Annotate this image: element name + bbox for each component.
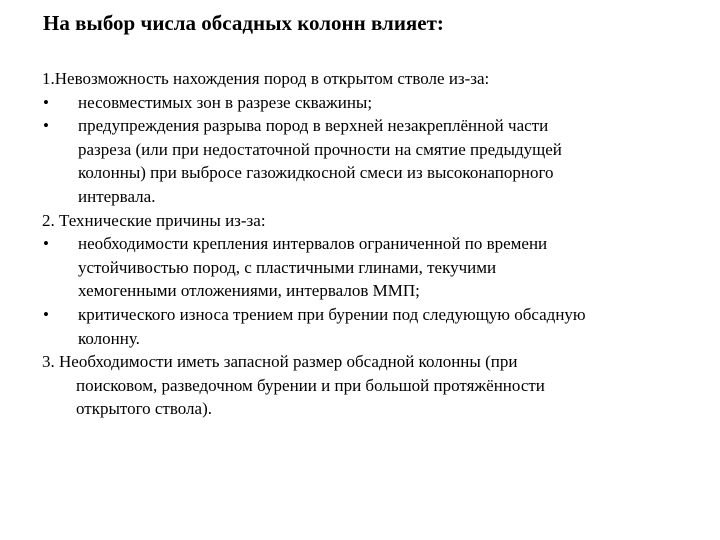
bullet-item-text: разреза (или при недостаточной прочности на смятие предыдущей — [78, 139, 562, 159]
bullet-item-continuation — [42, 256, 702, 280]
slide-title: На выбор числа обсадных колонн влияет: — [43, 11, 444, 35]
bullet-item-text: несовместимых зон в разрезе скважины; — [78, 92, 373, 112]
bullet-item-continuation — [42, 279, 702, 303]
bullet-item-text: колонну. — [78, 328, 140, 348]
bullet-icon: • — [43, 92, 49, 112]
list-item-2-text: 2. Технические причины из-за: — [42, 210, 266, 230]
bullet-icon: • — [43, 116, 49, 136]
bullet-icon: • — [43, 234, 49, 254]
list-item-3-continuation — [42, 397, 702, 421]
slide-body — [42, 67, 702, 421]
bullet-item-continuation — [42, 327, 702, 351]
bullet-item — [42, 91, 702, 115]
bullet-item-text: критического износа трением при бурении под следующую обсадную — [78, 304, 586, 324]
list-item-3-text: 3. Необходимости иметь запасной размер обсадной колонны (при — [42, 352, 518, 372]
bullet-item-continuation — [42, 138, 702, 162]
bullet-item-text: хемогенными отложениями, интервалов ММП; — [78, 281, 420, 301]
bullet-item-text: необходимости крепления интервалов ограниченной по времени — [78, 234, 548, 254]
list-item-2 — [42, 209, 702, 233]
list-item-3-text: открытого ствола). — [76, 399, 212, 419]
bullet-item — [42, 303, 702, 327]
bullet-item-text: интервала. — [78, 186, 156, 206]
bullet-item-continuation — [42, 161, 702, 185]
bullet-item — [42, 232, 702, 256]
bullet-item-text: предупреждения разрыва пород в верхней незакреплённой части — [78, 116, 549, 136]
list-item-3-continuation — [42, 374, 702, 398]
list-item-1 — [42, 67, 702, 91]
list-item-1-text: 1.Невозможность нахождения пород в открытом стволе из-за: — [42, 69, 490, 88]
bullet-item — [42, 114, 702, 138]
bullet-icon: • — [43, 304, 49, 324]
bullet-item-text: колонны) при выбросе газожидкосной смеси из высоконапорного — [78, 163, 554, 183]
bullet-item-continuation — [42, 185, 702, 209]
list-item-3 — [42, 350, 702, 374]
list-item-3-text: поисковом, разведочном бурении и при большой протяжённости — [76, 375, 545, 395]
bullet-item-text: устойчивостью пород, с пластичными глинами, текучими — [78, 257, 497, 277]
